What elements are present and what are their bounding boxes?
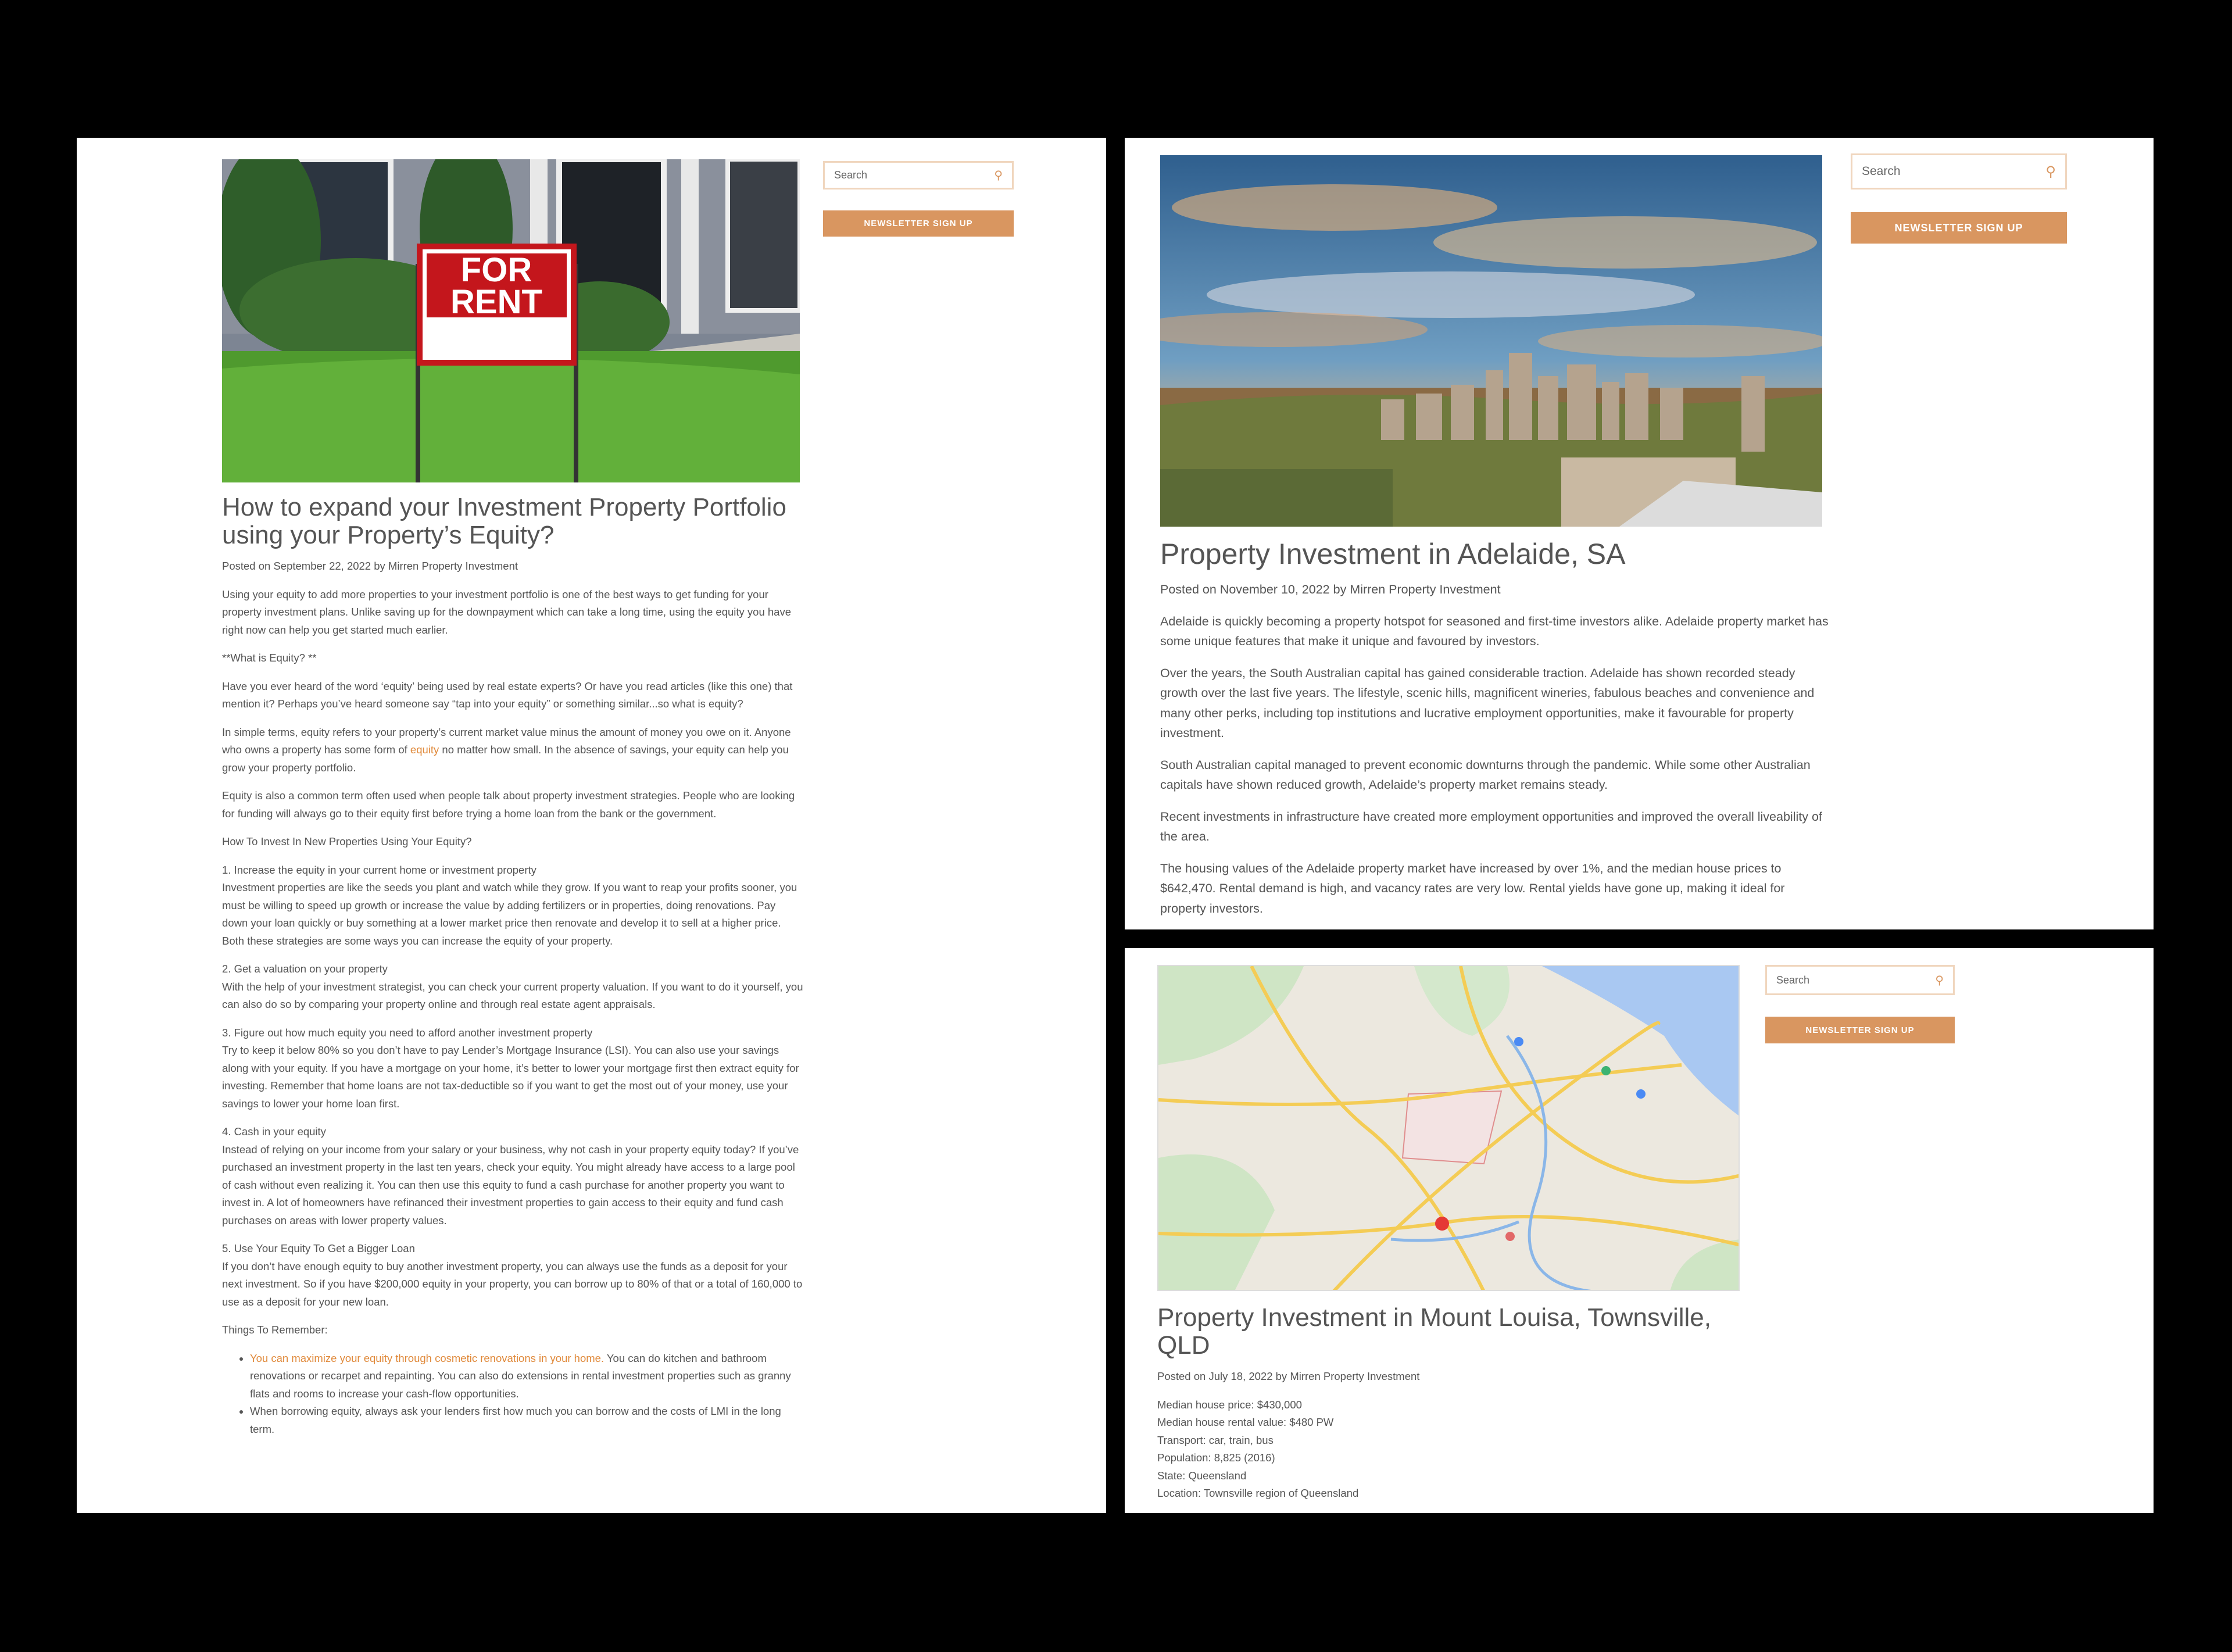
search-input[interactable]: [1851, 153, 2067, 189]
list-item: [250, 1350, 803, 1403]
tips-list: [222, 1350, 803, 1439]
fact-line: Transport: car, train, bus: [1157, 1433, 1274, 1446]
adelaide-skyline-photo: [1160, 155, 1822, 527]
paragraph: Instead of relying on your income from your salary or your business, why not cash in your property equity today? If you’ve purchased an investment property in the last ten years, check your equity. You might already have access to a large pool of cash without even realizing it. You can then use this equity to fund a cash purchase for another property you want to invest in. A lot of homeowners have refinanced their investment properties to gain access to their equity and fund cash purchases on areas with lower property values.: [222, 1143, 799, 1227]
paragraph: [222, 724, 803, 777]
paragraph: **What is Equity? **: [222, 652, 317, 664]
post-meta: Posted on July 18, 2022 by Mirren Property Investment: [1157, 1370, 1420, 1382]
adelaide-city-image: [1160, 155, 1822, 527]
fact-line: Median house price: $430,000: [1157, 1398, 1302, 1411]
section-heading: 5. Use Your Equity To Get a Bigger Loan: [222, 1242, 415, 1254]
paragraph: Over the years, the South Australian capital has gained considerable traction. Adelaide has shown recorded steady growth over the last five years. The lifestyle, scenic hills, magnificent wineries, fabulous beaches and convenience and many other perks, including top institutions and lucrative employment opportunities, make it favourable for property investment.: [1160, 666, 1815, 740]
search-placeholder: Search: [1776, 974, 1810, 986]
search-placeholder: Search: [834, 169, 868, 181]
section-heading: 3. Figure out how much equity you need to afford another investment property: [222, 1026, 593, 1039]
text: no matter how small. In the absence of savings, your equity can help you grow your property portfolio.: [222, 743, 789, 774]
text: You can do kitchen and bathroom renovations or recarpet and repainting. You can also do extensions in rental investment properties such as granny flats and rooms to increase your cash-flow opportunities.: [250, 1351, 791, 1400]
for-rent-photo: [222, 159, 800, 482]
newsletter-signup-button[interactable]: NEWSLETTER SIGN UP: [1765, 1017, 1955, 1043]
text: In simple terms, equity refers to your property’s current market value minus the amount of money you owe on it. Anyone who owns a property has some form of: [222, 725, 791, 756]
blog-post-adelaide-panel: [1125, 138, 2154, 929]
paragraph: With the help of your investment strategist, you can check your current property valuation. If you want to do it yourself, you can also do so by comparing your property online and through real estate agent appraisals.: [222, 980, 803, 1010]
search-icon[interactable]: ⚲: [1935, 974, 1944, 987]
search-input[interactable]: [1765, 965, 1955, 995]
blog-post-equity-panel: [77, 138, 1106, 1513]
newsletter-signup-button[interactable]: NEWSLETTER SIGN UP: [823, 210, 1014, 237]
search-icon[interactable]: ⚲: [2045, 163, 2056, 180]
post-content: [1157, 1304, 1739, 1503]
post-title[interactable]: Property Investment in Mount Louisa, Townsville, QLD: [1157, 1303, 1711, 1360]
fact-line: Location: Townsville region of Queensland: [1157, 1487, 1359, 1499]
paragraph: Recent investments in infrastructure have created more employment opportunities and improved the overall liveability of the area.: [1160, 809, 1822, 843]
paragraph: Try to keep it below 80% so you don’t have to pay Lender’s Mortgage Insurance (LSI). You can also use your savings along with your equity. If you have a mortgage on your home, it’s better to lower your mortgage first then extract equity for investing. Remember that home loans are not tax-deductible so if you want to get the most out of your money, use your savings to lower your home loan first.: [222, 1044, 799, 1110]
search-icon[interactable]: ⚲: [994, 169, 1003, 182]
paragraph: Using your equity to add more properties to your investment portfolio is one of the best ways to get funding for your property investment plans. Unlike saving up for the downpayment which can take a long time, using the equity you have right now can help you get started much earlier.: [222, 588, 792, 636]
list-item: • When borrowing equity, always ask your lenders first how much you can borrow and the costs of LMI in the long term.: [250, 1403, 803, 1438]
post-content: [1160, 537, 1829, 918]
for-rent-image: [222, 159, 800, 482]
fact-line: Population: 8,825 (2016): [1157, 1451, 1275, 1464]
fact-line: Median house rental value: $480 PW: [1157, 1416, 1334, 1428]
section-heading: 1. Increase the equity in your current home or investment property: [222, 863, 536, 876]
map-graphic: [1158, 966, 1740, 1291]
paragraph: Things To Remember:: [222, 1324, 328, 1336]
post-content: [222, 494, 803, 1438]
paragraph: Equity is also a common term often used when people talk about property investment strategies. People who are looking for funding will always go to their equity first before trying a home loan from the bank or the government.: [222, 789, 795, 820]
search-placeholder: Search: [1862, 165, 1901, 178]
blog-post-mount-louisa-panel: [1125, 948, 2154, 1513]
post-title[interactable]: How to expand your Investment Property Portfolio using your Property’s Equity?: [222, 493, 786, 549]
paragraph: The housing values of the Adelaide property market have increased by over 1%, and the median house prices to $642,470. Rental demand is high, and vacancy rates are very low. Rental yields have gone up, making it ideal for property investors.: [1160, 861, 1785, 916]
svg-text:RENT: RENT: [450, 283, 542, 321]
paragraph: Adelaide is quickly becoming a property hotspot for seasoned and first-time investors alike. Adelaide property market has some unique features that make it unique and favoured by investors.: [1160, 614, 1829, 648]
paragraph: How To Invest In New Properties Using Your Equity?: [222, 835, 472, 848]
search-input[interactable]: [823, 161, 1014, 189]
section-heading: 4. Cash in your equity: [222, 1125, 326, 1138]
renovations-link[interactable]: You can maximize your equity through cosmetic renovations in your home.: [250, 1351, 604, 1364]
paragraph: Investment properties are like the seeds you plant and watch while they grow. If you want to reap your profits sooner, you must be willing to speed up growth or increase the value by adding fertilizers or in properties, doing renovations. Pay down your loan quickly or buy something at a lower market price then renovate and develop it to sell at a higher price. Both these strategies are some ways you can increase the equity of your property.: [222, 881, 797, 947]
post-meta: Posted on September 22, 2022 by Mirren Property Investment: [222, 560, 518, 572]
post-meta: Posted on November 10, 2022 by Mirren Property Investment: [1160, 582, 1501, 596]
paragraph: South Australian capital managed to prevent economic downturns through the pandemic. While some other Australian capitals have shown reduced growth, Adelaide’s property market remains steady.: [1160, 757, 1811, 792]
section-heading: 2. Get a valuation on your property: [222, 963, 388, 975]
paragraph: Have you ever heard of the word ‘equity’ being used by real estate experts? Or have you read articles (like this one) that mention it? Perhaps you’ve heard someone say “tap into your equity” or something similar...so what is equity?: [222, 680, 793, 710]
post-title[interactable]: Property Investment in Adelaide, SA: [1160, 538, 1626, 570]
equity-link[interactable]: equity: [410, 743, 439, 756]
fact-line: State: Queensland: [1157, 1469, 1247, 1482]
location-pin-icon[interactable]: [1435, 1217, 1449, 1231]
paragraph: If you don’t have enough equity to buy another investment property, you can always use the funds as a deposit for your next investment. So if you have $200,000 equity in your property, you can borrow up to 80% of that or a total of 160,000 to use as a deposit for your new loan.: [222, 1260, 803, 1308]
townsville-map[interactable]: [1157, 965, 1740, 1291]
svg-text:FOR: FOR: [460, 251, 532, 289]
newsletter-signup-button[interactable]: NEWSLETTER SIGN UP: [1851, 212, 2067, 244]
